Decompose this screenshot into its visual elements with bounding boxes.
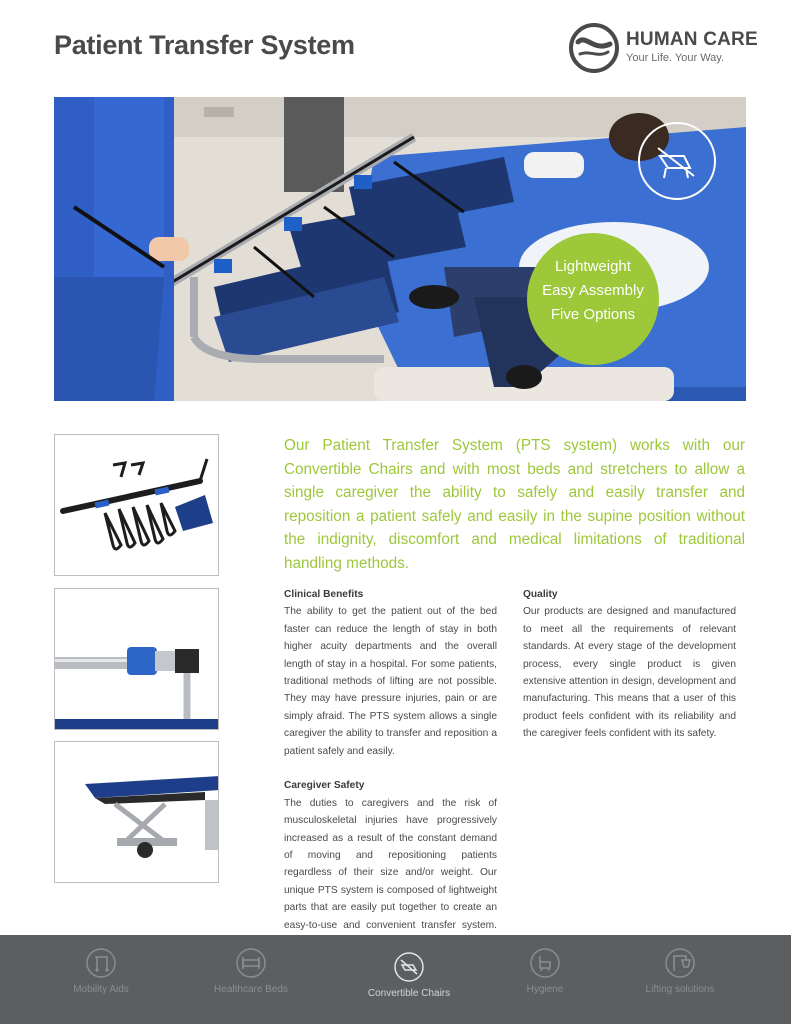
hero-photo — [54, 97, 746, 401]
footer-item-hygiene[interactable] — [475, 947, 615, 995]
chair-frame-thumbnail — [54, 741, 219, 883]
brand-name: HUMAN CARE — [626, 29, 758, 50]
pts-kit-illustration — [55, 435, 219, 576]
footer-item-healthcare-beds[interactable] — [181, 947, 321, 995]
heading-quality: Quality — [523, 589, 558, 600]
footer-item-convertible-chairs[interactable] — [339, 951, 479, 999]
footer-item-lifting-solutions[interactable] — [610, 947, 750, 995]
intro-paragraph: Our Patient Transfer System (PTS system) works with our Convertible Chairs and with most beds and stretchers to allow a single caregiver the ability to safely and easily transfer and reposition a patient safely and easily in the supine position without the indignity, discomfort and medical limitations of traditional handling methods. — [284, 437, 745, 572]
frame-clamp-illustration — [55, 589, 219, 730]
feature-badge — [527, 233, 659, 365]
convertible-chair-badge-icon — [638, 122, 716, 200]
footer-label-healthcare-beds: Healthcare Beds — [214, 984, 288, 995]
shower-chair-icon — [529, 947, 561, 979]
heading-clinical-benefits: Clinical Benefits — [284, 589, 364, 600]
badge-line-lightweight: Lightweight — [555, 258, 631, 275]
badge-line-five-options: Five Options — [550, 306, 636, 323]
brand-tagline: Your Life. Your Way. — [626, 52, 725, 64]
lift-icon — [664, 947, 696, 979]
badge-line-easy-assembly: Easy Assembly — [542, 282, 644, 299]
page-title: Patient Transfer System — [54, 30, 355, 60]
pts-kit-thumbnail — [54, 434, 219, 576]
human-care-logo-icon — [568, 22, 620, 74]
frame-clamp-thumbnail — [54, 588, 219, 730]
footer-label-hygiene: Hygiene — [526, 984, 564, 995]
footer-label-lifting-solutions: Lifting solutions — [645, 984, 715, 995]
chair-frame-illustration — [55, 742, 219, 883]
body-column-right — [523, 586, 736, 760]
bed-icon — [235, 947, 267, 979]
footer-label-convertible-chairs: Convertible Chairs — [367, 988, 451, 999]
heading-caregiver-safety: Caregiver Safety — [284, 780, 365, 792]
brand-logo[interactable] — [568, 22, 758, 74]
footer-nav — [0, 935, 791, 1024]
footer-item-mobility-aids[interactable] — [31, 947, 171, 995]
text-clinical-benefits: The ability to get the patient out of the bed faster can reduce the length of stay in both higher acuity departments and the overall length of stay in a hospital. For some patients, traditional methods of lifting are not possible. They may have pressure injuries, pain or are simply afraid. The PTS system allows a single caregiver the ability to transfer and reposition a patient safely and easily. — [284, 606, 497, 757]
text-quality: Our products are designed and manufactured to meet all the requirements of relevant standards. At every stage of the development process, every single product is given extensive attention in design, development and manufacturing. This means that a user of this product feels confident with its reliability and the caregiver feels confident with its safety. — [523, 606, 736, 740]
walker-icon — [85, 947, 117, 979]
text-caregiver-safety: The duties to caregivers and the risk of musculoskeletal injuries have progressively increased as a result of the constant demand of moving and repositioning patients regardless of their size and/or weight. Our unique PTS system is composed of lightweight parts that are easily put together to create an easy-to-use and convenient transfer system. — [284, 797, 497, 931]
convertible-chair-icon — [393, 951, 425, 983]
footer-label-mobility-aids: Mobility Aids — [73, 984, 129, 995]
